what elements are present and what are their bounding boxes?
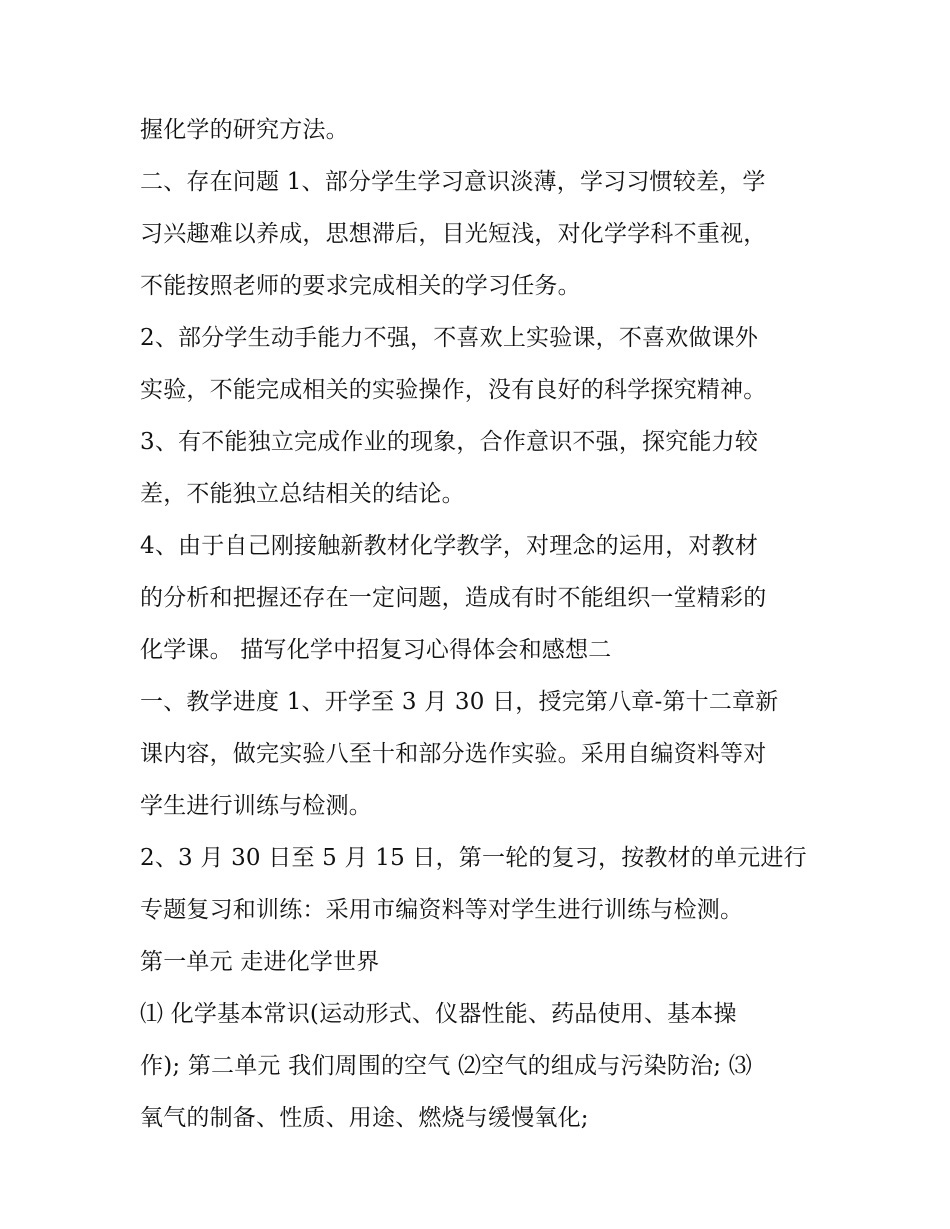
text-line: 化学课。 描写化学中招复习心得体会和感想二 [140,637,612,663]
text-line: 实验，不能完成相关的实验操作，没有良好的科学探究精神。 [140,377,767,403]
document-body [140,104,820,1144]
text-line: 氧气的制备、性质、用途、燃烧与缓慢氧化; [140,1105,589,1131]
text-line: 不能按照老师的要求完成相关的学习任务。 [140,273,581,299]
text-line: 作); 第二单元 我们周围的空气 ⑵空气的组成与污染防治; ⑶ [140,1053,752,1079]
text-line: 课内容，做完实验八至十和部分选作实验。采用自编资料等对 [140,741,767,767]
text-line: 4、由于自己刚接触新教材化学教学，对理念的运用，对教材 [140,533,759,559]
text-line: 习兴趣难以养成，思想滞后，目光短浅，对化学学科不重视， [140,221,767,247]
text-line: 第一单元 走进化学世界 [140,949,380,975]
text-line: 2、部分学生动手能力不强，不喜欢上实验课，不喜欢做课外 [140,325,759,351]
text-line: ⑴ 化学基本常识(运动形式、仪器性能、药品使用、基本操 [140,1001,737,1027]
text-line: 差，不能独立总结相关的结论。 [140,481,465,507]
text-line: 的分析和把握还存在一定问题，造成有时不能组织一堂精彩的 [140,585,767,611]
text-line: 学生进行训练与检测。 [140,793,372,819]
text-line: 握化学的研究方法。 [140,117,349,143]
text-line: 一、教学进度 1、开学至 3 月 30 日，授完第八章-第十二章新 [140,689,779,715]
text-line: 二、存在问题 1、部分学生学习意识淡薄，学习习惯较差，学 [140,169,766,195]
text-line: 专题复习和训练：采用市编资料等对学生进行训练与检测。 [140,897,744,923]
text-line: 2、3 月 30 日至 5 月 15 日，第一轮的复习，按教材的单元进行 [140,845,807,871]
text-line: 3、有不能独立完成作业的现象，合作意识不强，探究能力较 [140,429,759,455]
